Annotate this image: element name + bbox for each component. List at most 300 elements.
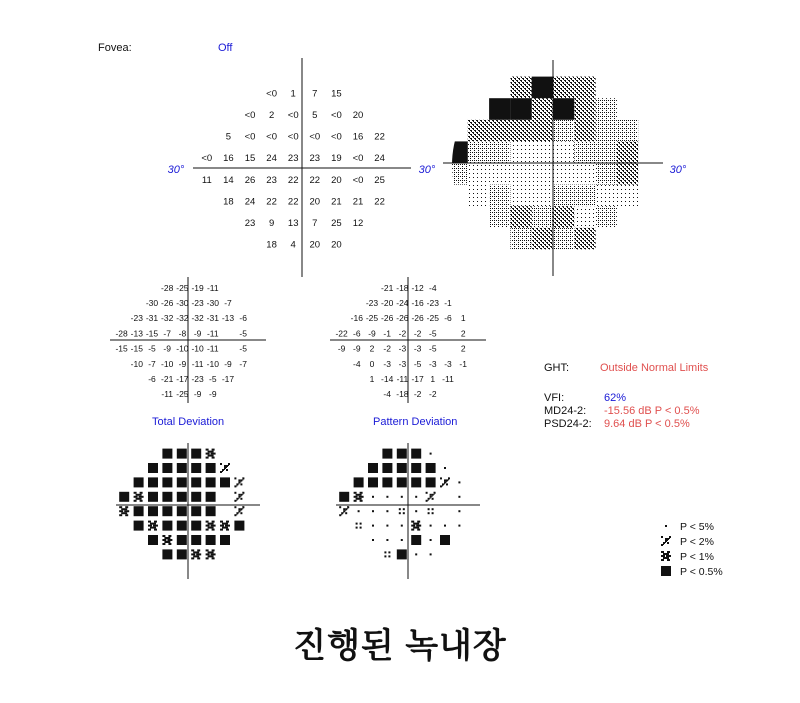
pattern-deviation-symbol: [372, 539, 374, 541]
pattern-deviation-symbol: [428, 508, 434, 514]
pattern-deviation-value: -23: [365, 298, 379, 308]
pattern-deviation-value: -9: [353, 343, 361, 354]
total-deviation-symbol: [148, 477, 158, 487]
total-deviation-symbol: [234, 521, 244, 531]
total-deviation-symbol: [206, 449, 216, 459]
pattern-deviation-value: -18: [396, 389, 409, 400]
threshold-value: <0: [244, 131, 256, 143]
pattern-deviation-symbol: [397, 549, 407, 559]
total-deviation-value: -26: [161, 298, 174, 308]
total-deviation-symbol: [119, 506, 129, 516]
total-deviation-value: -10: [206, 358, 219, 369]
grayscale-cell: [574, 77, 595, 99]
pattern-deviation-symbol: [399, 508, 405, 514]
threshold-value: 23: [266, 174, 277, 186]
legend-symbol: [661, 536, 671, 546]
grayscale-cell: [532, 206, 553, 228]
total-deviation-symbol: [191, 549, 201, 559]
grayscale-cell: [553, 77, 574, 99]
grayscale-cell: [617, 163, 638, 185]
pattern-deviation-symbol: [440, 477, 450, 487]
grayscale-cell: [574, 98, 595, 120]
pattern-deviation-symbol: [415, 510, 417, 512]
total-deviation-value: -10: [161, 358, 174, 369]
grayscale-cell: [510, 163, 531, 185]
grayscale-cell: [596, 163, 617, 185]
threshold-value: 20: [352, 110, 364, 121]
grayscale-cell: [468, 163, 489, 185]
grayscale-cell: [596, 120, 617, 142]
total-deviation-value: -9: [209, 389, 217, 400]
grayscale-cell: [468, 185, 489, 207]
pattern-deviation-symbol: [444, 467, 446, 469]
grayscale-cell: [553, 98, 574, 120]
total-deviation-value: -10: [191, 343, 204, 354]
total-deviation-symbol: [191, 477, 201, 487]
pattern-deviation-value: -6: [444, 313, 452, 324]
pattern-deviation-value: 2: [460, 328, 466, 339]
pattern-deviation-value: 1: [430, 374, 436, 384]
grayscale-cell: [489, 206, 510, 228]
pattern-deviation-value: -20: [381, 298, 394, 308]
total-deviation-value: -6: [148, 374, 156, 384]
total-deviation-symbol: [234, 492, 244, 502]
grayscale-cell: [489, 163, 510, 185]
threshold-value: 23: [244, 218, 256, 229]
pattern-deviation-symbol: [372, 525, 374, 527]
total-deviation-symbol: [177, 463, 187, 473]
pattern-deviation-value: -3: [398, 358, 407, 369]
pattern-deviation-symbol: [430, 525, 432, 527]
threshold-value: 5: [225, 131, 232, 143]
total-deviation-value: -23: [130, 313, 143, 324]
total-deviation-symbol: [162, 535, 172, 545]
pattern-deviation-symbol: [386, 510, 388, 512]
threshold-value: 1: [290, 88, 296, 100]
total-deviation-symbol: [162, 449, 172, 459]
threshold-value: 25: [331, 218, 342, 229]
threshold-value: 23: [309, 153, 321, 165]
pattern-deviation-symbol: [386, 525, 388, 527]
total-deviation-symbol: [191, 492, 201, 502]
threshold-value: 22: [374, 196, 385, 208]
total-deviation-value: -10: [176, 343, 189, 354]
pattern-deviation-symbol: [430, 453, 432, 455]
threshold-value: 7: [312, 88, 318, 100]
total-deviation-value: -30: [176, 298, 189, 308]
pattern-deviation-symbol: [411, 463, 421, 473]
grayscale-cell: [468, 141, 489, 163]
pattern-deviation-value: -22: [335, 328, 348, 339]
pattern-deviation-value: -21: [381, 282, 394, 293]
total-deviation-value: -9: [193, 328, 202, 339]
pattern-deviation-value: -2: [383, 343, 391, 354]
total-deviation-value: -6: [239, 313, 247, 324]
total-deviation-value: -9: [178, 358, 187, 369]
total-deviation-symbol: [162, 521, 172, 531]
total-deviation-value: -8: [178, 328, 187, 339]
threshold-value: 20: [331, 239, 342, 251]
threshold-value: 23: [287, 153, 299, 165]
fovea-label: Fovea:: [98, 42, 132, 54]
pattern-deviation-symbol: [415, 496, 417, 498]
pattern-deviation-symbol: [382, 449, 392, 459]
grayscale-cell: [617, 141, 638, 163]
total-deviation-value: -5: [209, 374, 217, 384]
threshold-value: 20: [309, 239, 321, 251]
grayscale-cell: [574, 185, 595, 207]
pattern-deviation-value: -26: [381, 313, 394, 324]
grayscale-cell: [553, 228, 574, 250]
pattern-deviation-symbol: [458, 510, 460, 512]
pattern-deviation-value: -2: [413, 328, 422, 339]
total-deviation-value: -11: [161, 389, 174, 400]
total-deviation-symbol: [162, 463, 172, 473]
pattern-deviation-symbol: [397, 463, 407, 473]
total-deviation-symbol: [206, 477, 216, 487]
pattern-deviation-value: 2: [369, 343, 375, 354]
pattern-deviation-symbol: [356, 523, 362, 529]
total-deviation-symbol: [177, 506, 187, 516]
pattern-deviation-symbol: [411, 535, 421, 545]
total-deviation-value: -32: [161, 313, 174, 324]
pattern-deviation-value: -11: [442, 374, 454, 384]
pattern-deviation-value: -17: [411, 374, 424, 384]
total-deviation-value: -30: [145, 298, 159, 308]
pattern-deviation-symbol: [426, 463, 436, 473]
threshold-value: 20: [309, 196, 321, 208]
total-deviation-value: -19: [191, 282, 204, 293]
grayscale-cell: [489, 141, 510, 163]
vfi-label: VFI:: [544, 392, 565, 404]
pattern-deviation-symbol: [372, 510, 374, 512]
threshold-value: <0: [352, 153, 364, 165]
threshold-value: 15: [331, 88, 342, 100]
total-deviation-value: -31: [206, 313, 219, 324]
pattern-deviation-value: -4: [429, 282, 437, 293]
total-deviation-symbol: [162, 549, 172, 559]
pattern-deviation-value: -2: [398, 328, 407, 339]
threshold-value: 26: [244, 174, 256, 186]
threshold-value: 13: [287, 218, 299, 229]
pattern-deviation-value: -6: [353, 328, 361, 339]
threshold-value: <0: [244, 110, 256, 121]
total-deviation-symbol: [191, 535, 201, 545]
total-deviation-symbol: [206, 549, 216, 559]
threshold-value: 25: [374, 174, 385, 186]
total-deviation-value: -7: [148, 358, 156, 369]
md-label: MD24-2:: [544, 405, 587, 417]
total-deviation-value: -5: [239, 343, 247, 354]
grayscale-cell: [553, 120, 574, 142]
total-deviation-symbol: [177, 449, 187, 459]
total-deviation-value: -25: [176, 282, 189, 293]
pattern-deviation-value: 1: [369, 374, 375, 384]
total-deviation-symbol: [220, 521, 230, 531]
grayscale-cell: [532, 141, 553, 163]
total-deviation-value: -17: [176, 374, 189, 384]
total-deviation-value: -11: [191, 358, 204, 369]
ght-label: GHT:: [544, 362, 570, 374]
pattern-deviation-symbol: [440, 535, 450, 545]
threshold-value: 5: [312, 110, 318, 121]
total-deviation-value: -9: [163, 343, 171, 354]
total-deviation-symbol: [177, 492, 187, 502]
total-deviation-value: -15: [115, 343, 128, 354]
total-deviation-symbol: [134, 521, 144, 531]
pattern-deviation-value: -5: [429, 328, 437, 339]
grayscale-cell: [510, 120, 531, 142]
total-deviation-symbol: [148, 521, 158, 531]
total-deviation-symbol: [234, 477, 244, 487]
pattern-deviation-value: 2: [460, 343, 466, 354]
total-deviation-symbol: [162, 477, 172, 487]
pattern-deviation-value: -9: [337, 343, 346, 354]
pattern-deviation-value: -23: [426, 298, 439, 308]
threshold-axis-label-left: 30°: [167, 164, 185, 176]
grayscale-cell: [510, 98, 531, 120]
grayscale-cell: [596, 98, 617, 120]
threshold-value: 2: [268, 110, 275, 121]
total-deviation-symbol: [191, 449, 201, 459]
pattern-deviation-symbol: [358, 510, 360, 512]
md-value: -15.56 dB P < 0.5%: [604, 405, 700, 417]
pattern-deviation-symbol: [430, 553, 432, 555]
total-deviation-value: -7: [239, 358, 247, 369]
total-deviation-value: -13: [130, 328, 143, 339]
legend-label: P < 0.5%: [680, 566, 723, 578]
pattern-deviation-value: -3: [398, 343, 407, 354]
ght-value: Outside Normal Limits: [600, 362, 709, 374]
total-deviation-value: -7: [163, 328, 171, 339]
total-deviation-value: -11: [206, 282, 219, 293]
legend-label: P < 5%: [680, 521, 714, 533]
legend-symbol: [661, 566, 671, 576]
total-deviation-symbol: [191, 463, 201, 473]
grayscale-cell: [617, 185, 638, 207]
threshold-value: 22: [309, 174, 321, 186]
grayscale-cell: [532, 228, 553, 250]
pattern-deviation-symbol: [354, 492, 364, 502]
grayscale-cell: [510, 206, 531, 228]
pattern-deviation-value: -9: [368, 328, 376, 339]
pattern-deviation-value: -16: [411, 298, 424, 308]
total-deviation-symbol: [206, 506, 216, 516]
total-deviation-value: -23: [191, 374, 204, 384]
pattern-deviation-symbol: [426, 477, 436, 487]
total-deviation-value: -30: [206, 298, 219, 308]
pattern-deviation-symbol: [384, 551, 390, 557]
total-deviation-value: -25: [176, 389, 189, 400]
pattern-deviation-value: -1: [444, 298, 452, 308]
total-deviation-symbol: [177, 549, 187, 559]
total-deviation-value: -9: [193, 389, 202, 400]
pattern-deviation-symbol: [430, 539, 432, 541]
threshold-value: <0: [266, 131, 278, 143]
total-deviation-title: Total Deviation: [152, 416, 225, 428]
total-deviation-symbol: [234, 506, 244, 516]
grayscale-cell: [510, 141, 531, 163]
total-deviation-value: -9: [224, 358, 232, 369]
total-deviation-symbol: [206, 535, 216, 545]
threshold-value: 14: [223, 174, 234, 186]
grayscale-cell: [489, 120, 510, 142]
pattern-deviation-symbol: [386, 496, 388, 498]
threshold-value: <0: [330, 110, 342, 121]
pattern-deviation-symbol: [401, 496, 403, 498]
pattern-deviation-value: -3: [413, 343, 422, 354]
grayscale-cell: [574, 141, 595, 163]
pattern-deviation-symbol: [401, 525, 403, 527]
threshold-value: <0: [287, 110, 299, 121]
total-deviation-value: -32: [191, 313, 204, 324]
grayscale-cell: [532, 98, 553, 120]
pattern-deviation-value: -14: [381, 374, 394, 384]
threshold-value: 12: [352, 218, 364, 229]
grayscale-cell: [532, 185, 553, 207]
pattern-deviation-value: -25: [426, 313, 439, 324]
threshold-value: <0: [201, 153, 213, 165]
legend-symbol: [661, 551, 671, 561]
pattern-deviation-symbol: [411, 521, 421, 531]
grayscale-cell: [574, 163, 595, 185]
total-deviation-symbol: [191, 521, 201, 531]
threshold-value: 21: [352, 196, 364, 208]
pattern-deviation-value: -24: [396, 298, 409, 308]
pattern-deviation-symbol: [458, 496, 460, 498]
total-deviation-value: -7: [224, 298, 232, 308]
grayscale-cell: [553, 163, 574, 185]
pattern-deviation-value: -4: [353, 358, 361, 369]
total-deviation-symbol: [134, 492, 144, 502]
psd-label: PSD24-2:: [544, 418, 592, 430]
pattern-deviation-symbol: [444, 525, 446, 527]
grayscale-cell: [489, 185, 510, 207]
psd-value: 9.64 dB P < 0.5%: [604, 418, 690, 430]
total-deviation-symbol: [206, 492, 216, 502]
pattern-deviation-symbol: [382, 463, 392, 473]
threshold-value: 11: [201, 174, 212, 186]
threshold-value: <0: [330, 131, 342, 143]
total-deviation-value: -5: [148, 343, 156, 354]
total-deviation-symbol: [206, 463, 216, 473]
pattern-deviation-symbol: [339, 492, 349, 502]
pattern-deviation-symbol: [397, 449, 407, 459]
vfi-value: 62%: [604, 392, 627, 404]
total-deviation-symbol: [162, 492, 172, 502]
total-deviation-value: -11: [206, 328, 219, 339]
total-deviation-symbol: [177, 477, 187, 487]
pattern-deviation-symbol: [368, 477, 378, 487]
total-deviation-value: -32: [176, 313, 189, 324]
total-deviation-symbol: [162, 506, 172, 516]
grayscale-cell: [574, 206, 595, 228]
threshold-value: 20: [331, 174, 342, 186]
pattern-deviation-symbol: [411, 477, 421, 487]
threshold-value: 7: [312, 218, 318, 229]
total-deviation-symbol: [148, 506, 158, 516]
pattern-deviation-value: -3: [444, 358, 452, 369]
threshold-value: <0: [352, 174, 364, 186]
threshold-value: 22: [374, 131, 385, 143]
grayscale-axis-label-right: 30°: [669, 164, 687, 176]
threshold-value: 4: [290, 239, 296, 251]
pattern-deviation-value: -18: [396, 282, 409, 293]
pattern-deviation-value: -1: [459, 358, 467, 369]
pattern-deviation-value: -25: [365, 313, 379, 324]
total-deviation-value: -28: [161, 282, 174, 293]
pattern-deviation-value: -3: [383, 358, 391, 369]
total-deviation-value: -28: [115, 328, 128, 339]
grayscale-cell: [596, 141, 617, 163]
total-deviation-value: -15: [130, 343, 143, 354]
pattern-deviation-symbol: [397, 477, 407, 487]
grayscale-cell: [532, 163, 553, 185]
total-deviation-symbol: [220, 535, 230, 545]
total-deviation-value: -23: [191, 298, 204, 308]
total-deviation-value: -10: [130, 358, 143, 369]
pattern-deviation-value: -4: [383, 389, 391, 400]
total-deviation-value: -17: [221, 374, 235, 384]
pattern-deviation-value: -5: [429, 343, 437, 354]
total-deviation-value: -31: [145, 313, 159, 324]
total-deviation-symbol: [220, 463, 230, 473]
threshold-value: 15: [244, 153, 256, 165]
threshold-value: 9: [268, 218, 275, 229]
threshold-value: 21: [331, 196, 342, 208]
pattern-deviation-symbol: [382, 477, 392, 487]
grayscale-cell: [553, 185, 574, 207]
pattern-deviation-value: -2: [413, 389, 422, 400]
total-deviation-value: -5: [239, 328, 247, 339]
grayscale-cell: [489, 98, 510, 120]
pattern-deviation-symbol: [458, 525, 460, 527]
total-deviation-symbol: [206, 521, 216, 531]
threshold-axis-label-right: 30°: [418, 164, 436, 176]
total-deviation-value: -11: [206, 343, 219, 354]
pattern-deviation-value: -2: [429, 389, 437, 400]
grayscale-cell: [510, 228, 531, 250]
pattern-deviation-value: -16: [350, 313, 363, 324]
total-deviation-symbol: [148, 535, 158, 545]
total-deviation-symbol: [119, 492, 129, 502]
total-deviation-symbol: [220, 477, 230, 487]
threshold-value: 22: [266, 196, 277, 208]
total-deviation-symbol: [134, 477, 144, 487]
grayscale-cell: [447, 163, 468, 185]
grayscale-cell: [574, 228, 595, 250]
pattern-deviation-symbol: [368, 463, 378, 473]
pattern-deviation-symbol: [354, 477, 364, 487]
fovea-value: Off: [218, 42, 233, 54]
caption-title: 진행된 녹내장: [293, 627, 507, 665]
threshold-value: <0: [287, 131, 299, 143]
pattern-deviation-symbol: [458, 481, 460, 483]
pattern-deviation-title: Pattern Deviation: [373, 416, 458, 428]
threshold-value: 24: [244, 196, 256, 208]
pattern-deviation-value: 1: [460, 313, 466, 324]
threshold-value: 16: [223, 153, 234, 165]
threshold-value: <0: [309, 131, 321, 143]
grayscale-cell: [447, 141, 468, 163]
total-deviation-symbol: [191, 506, 201, 516]
pattern-deviation-symbol: [426, 492, 436, 502]
threshold-value: 16: [352, 131, 364, 143]
threshold-value: <0: [266, 88, 278, 100]
total-deviation-symbol: [148, 492, 158, 502]
total-deviation-symbol: [177, 535, 187, 545]
grayscale-cell: [532, 120, 553, 142]
